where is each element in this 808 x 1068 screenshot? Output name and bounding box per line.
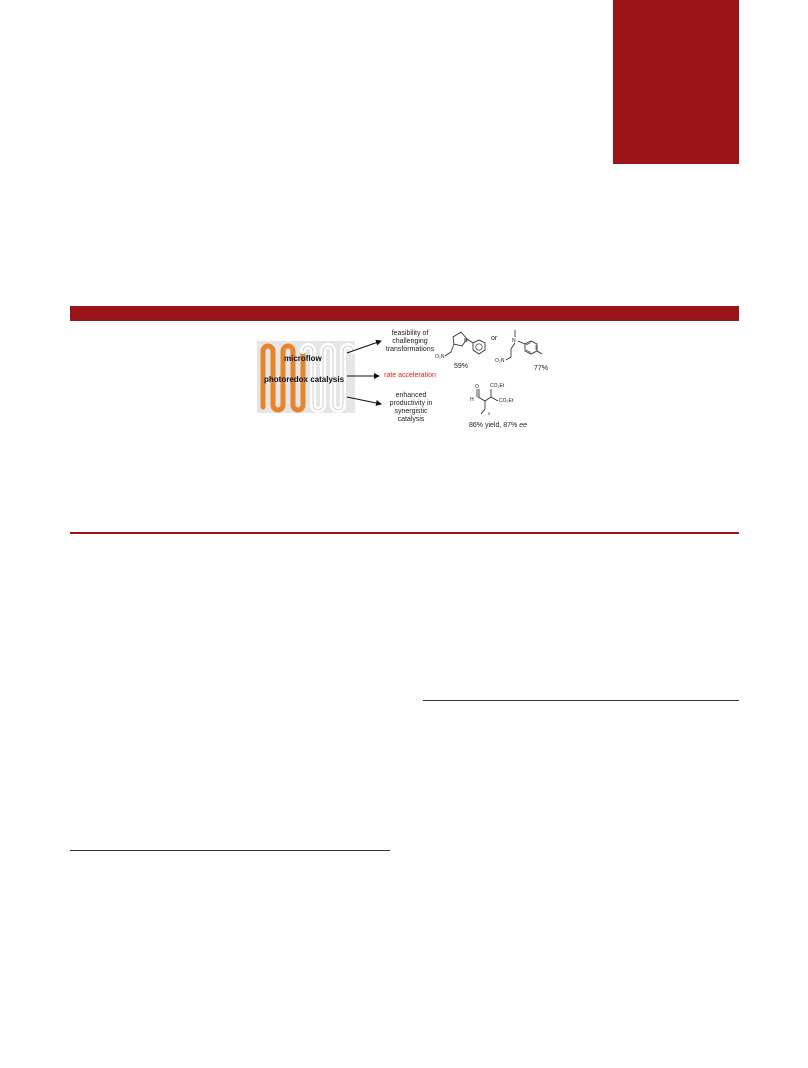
outcome-enhanced-line-2: productivity in [389, 400, 433, 407]
product-3-hydrogen: H [470, 397, 474, 403]
product-3-ester-top: CO₂Et [490, 383, 505, 389]
product-3-yield-value: 86% yield, 87% [469, 422, 518, 429]
product-3-ee-label: ee [519, 422, 528, 429]
product-3-structure [469, 384, 525, 424]
product-3-chain-subscript: 5 [488, 411, 491, 416]
product-2-yield: 77% [534, 365, 549, 372]
product-1-nitrogen: N [464, 338, 468, 344]
product-3-ester-bottom: CO₂Et [499, 398, 514, 404]
outcome-feasibility-line-1: feasibility of [391, 330, 429, 337]
outcome-feasibility-line-3: transformations [385, 346, 435, 353]
product-1-structure [445, 327, 491, 365]
product-3-oxygen: O [475, 384, 479, 390]
outcome-feasibility [381, 330, 439, 354]
product-2-nitrogen: N [512, 338, 516, 344]
product-2-structure [501, 327, 555, 365]
arrow-enhanced [347, 397, 381, 404]
reactor-label-microflow: microflow [284, 354, 322, 363]
header-accent-block [613, 0, 739, 164]
products-connector: or [491, 335, 498, 342]
outcome-enhanced-productivity [379, 392, 443, 424]
footnote-rule [70, 850, 390, 851]
outcome-feasibility-line-2: challenging [392, 338, 428, 345]
right-column-rule [423, 700, 739, 701]
product-3-yield [469, 422, 527, 430]
outcome-rate-acceleration: rate acceleration [384, 372, 436, 379]
graphical-abstract [255, 327, 555, 457]
reactor-label-photoredox: photoredox catalysis [264, 375, 345, 384]
outcome-enhanced-line-4: catalysis [397, 416, 425, 423]
outcome-enhanced-line-3: synergistic [394, 408, 428, 415]
product-1-nitro-group: O₂N [435, 354, 445, 360]
abstract-section-bar [70, 306, 739, 321]
arrow-feasibility [347, 341, 381, 353]
main-divider [70, 532, 739, 534]
product-2-nitro-group: O₂N [495, 358, 505, 364]
product-1-yield: 59% [454, 363, 469, 370]
outcome-enhanced-line-1: enhanced [395, 392, 427, 399]
